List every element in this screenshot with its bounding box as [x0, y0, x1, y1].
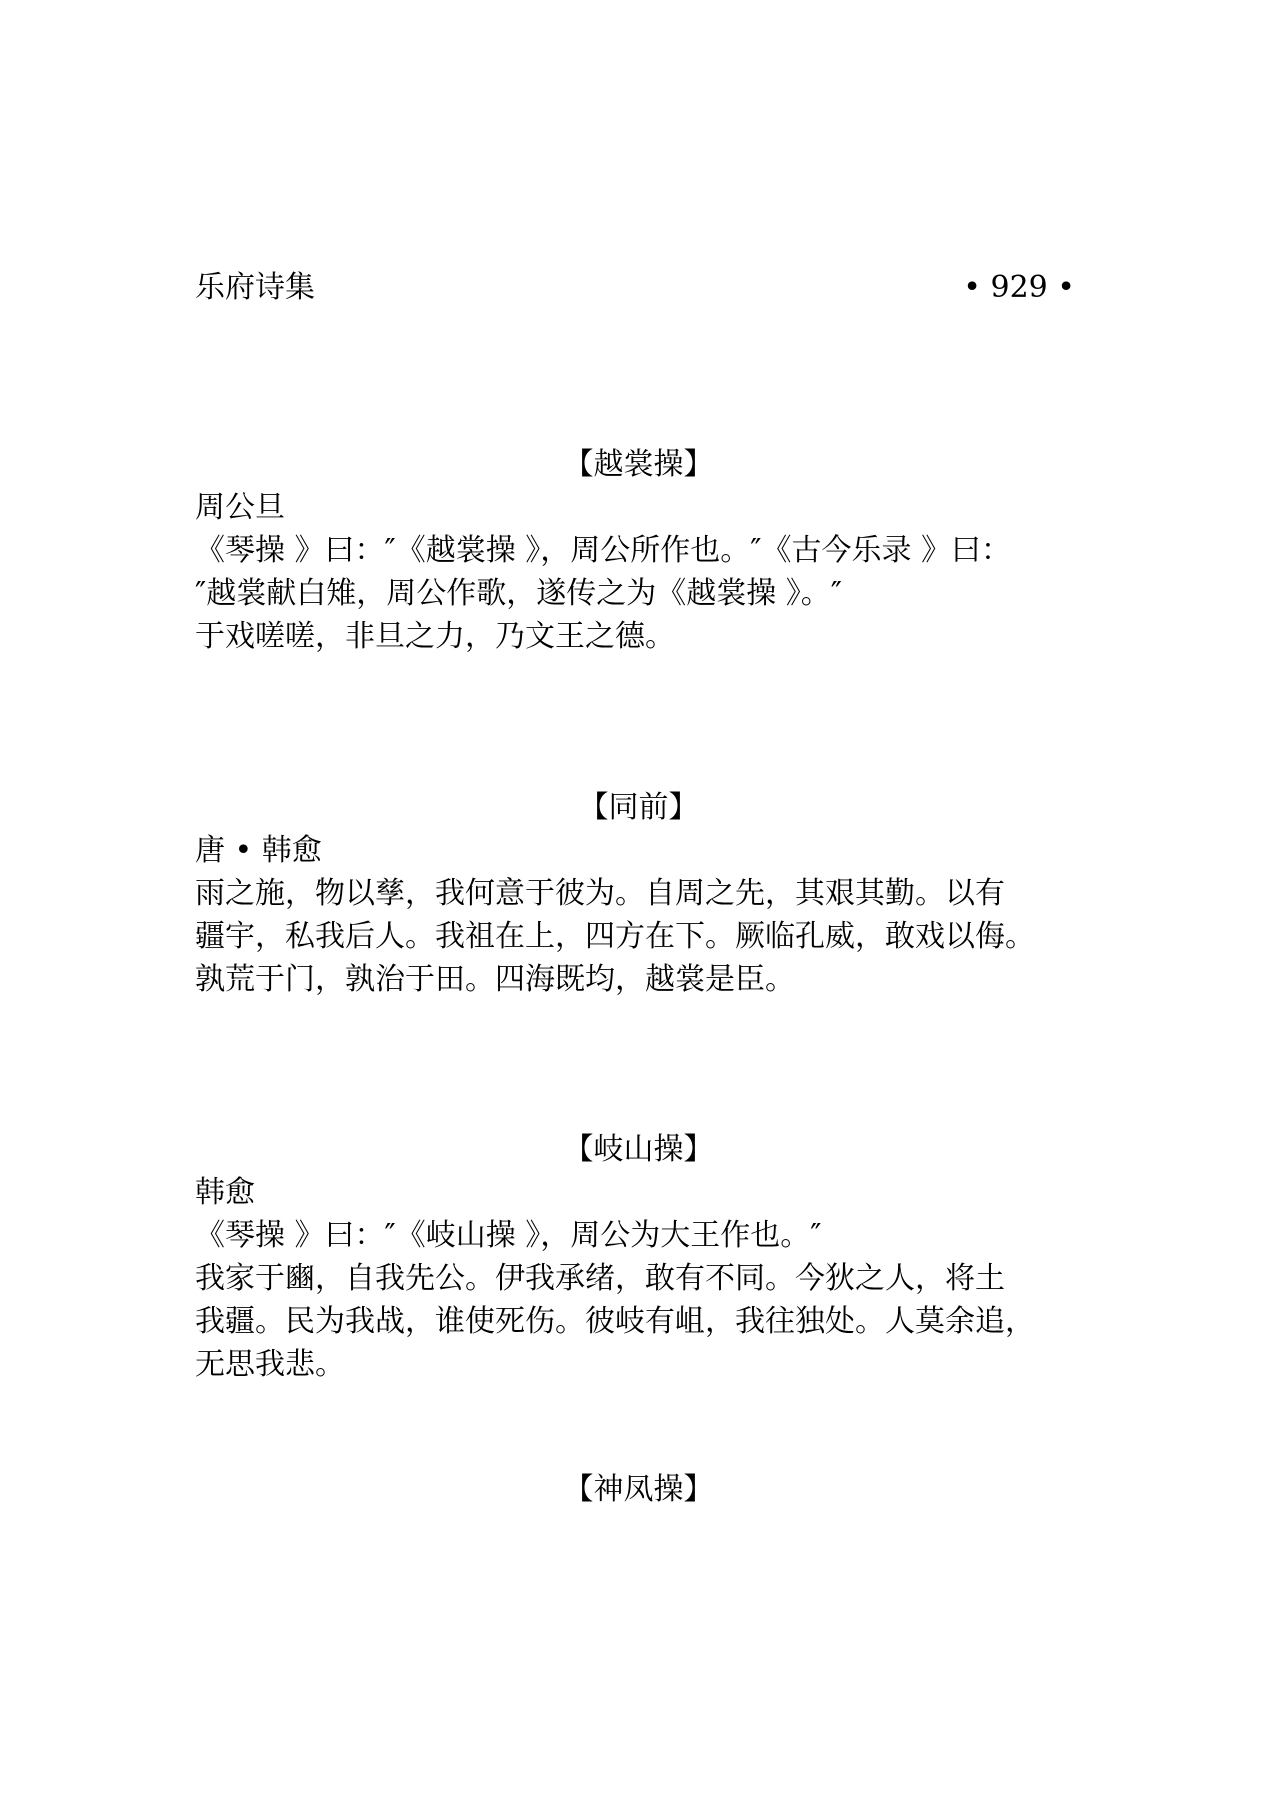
- preface-line: 《琴操 》曰：″《岐山操 》，周公为大王作也。″: [195, 1218, 822, 1253]
- section-title: 【岐山操】: [563, 1132, 714, 1167]
- verse-line: 疆宇，私我后人。我祖在上，四方在下。厥临孔威，敢戏以侮。: [195, 919, 1035, 954]
- poem-section: [195, 1128, 1100, 1386]
- verse-line: 我疆。民为我战，谁使死伤。彼岐有岨，我往独处。人莫余追，: [195, 1304, 1035, 1339]
- poem-section: [195, 786, 1100, 1001]
- author-line: 唐 • 韩愈: [195, 833, 322, 868]
- running-header: [195, 268, 1075, 308]
- verse-line: 我家于豳，自我先公。伊我承绪，敢有不同。今狄之人，将土: [195, 1261, 1005, 1296]
- verse-line: 孰荒于门，孰治于田。四海既均，越裳是臣。: [195, 962, 795, 997]
- page-number: • 929 •: [963, 270, 1075, 305]
- verse-line: 于戏嗟嗟，非旦之力，乃文王之德。: [195, 619, 675, 654]
- poem-section: [195, 443, 1100, 658]
- section-title: 【神凤操】: [563, 1472, 714, 1507]
- poem-section: [195, 1468, 1100, 1511]
- author-line: 周公旦: [195, 490, 285, 525]
- preface-line: 《琴操 》曰：″《越裳操 》，周公所作也。″《古今乐录 》曰：: [195, 533, 1012, 568]
- preface-line: ″越裳献白雉，周公作歌，遂传之为《越裳操 》。″: [195, 576, 842, 611]
- section-title: 【越裳操】: [563, 447, 714, 482]
- author-line: 韩愈: [195, 1175, 255, 1210]
- section-title: 【同前】: [578, 790, 699, 825]
- book-title: 乐府诗集: [195, 270, 315, 305]
- verse-line: 无思我悲。: [195, 1347, 345, 1382]
- verse-line: 雨之施，物以孳，我何意于彼为。自周之先，其艰其勤。以有: [195, 876, 1005, 911]
